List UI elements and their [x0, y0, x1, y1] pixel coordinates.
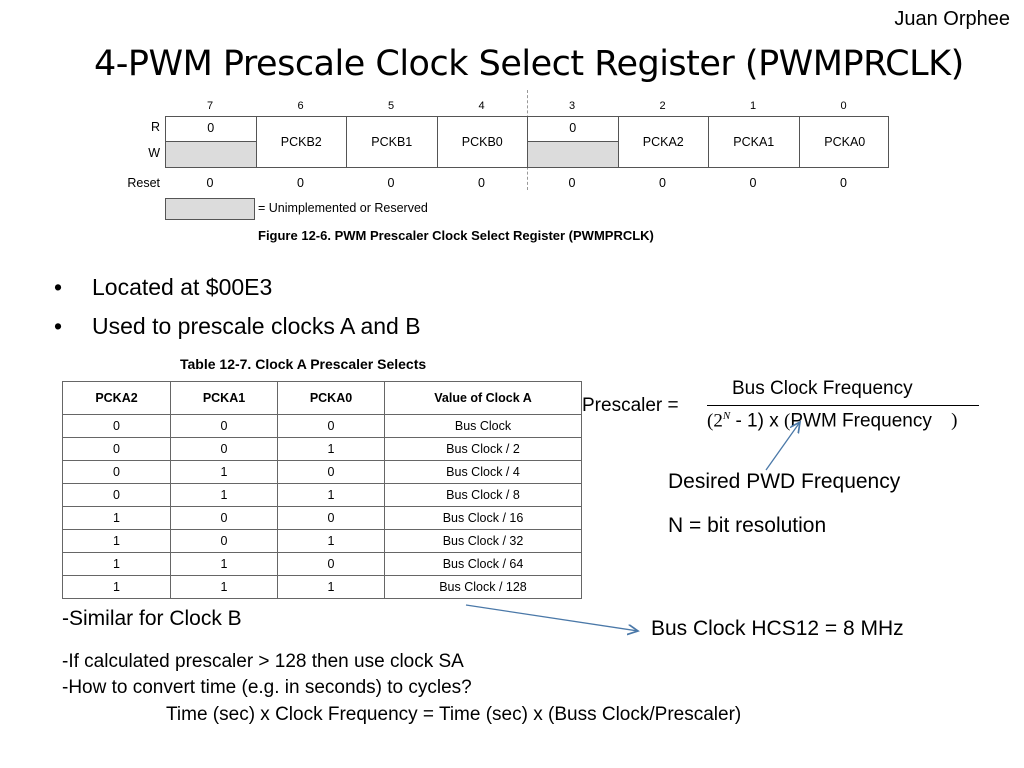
- bullet-item: • Located at $00E3: [54, 274, 421, 301]
- table-cell: Bus Clock / 8: [385, 484, 582, 507]
- table-cell: 1: [171, 553, 278, 576]
- table-cell: 1: [278, 438, 385, 461]
- bit-number: 3: [568, 100, 576, 112]
- note-line-2: -How to convert time (e.g. in seconds) to cycles?: [62, 677, 472, 698]
- table-cell: 1: [63, 553, 171, 576]
- formula-label: Prescaler =: [582, 395, 679, 416]
- table-cell: 0: [63, 438, 171, 461]
- table-cell: 0: [171, 530, 278, 553]
- bit-number: 1: [749, 100, 757, 112]
- note-line-1: -If calculated prescaler > 128 then use clock SA: [62, 651, 464, 672]
- bit-label: PCKA0: [824, 135, 866, 149]
- table-cell: 1: [171, 576, 278, 599]
- table-cell: 0: [278, 461, 385, 484]
- table-header: PCKA2: [63, 382, 171, 415]
- reset-value: 0: [749, 176, 757, 190]
- bullet-item: • Used to prescale clocks A and B: [54, 313, 421, 340]
- desired-frequency-note: Desired PWD Frequency: [668, 470, 901, 493]
- row-label-w: W: [148, 146, 160, 160]
- reset-value: 0: [478, 176, 485, 190]
- table-header: PCKA1: [171, 382, 278, 415]
- table-caption: Table 12-7. Clock A Prescaler Selects: [180, 356, 427, 372]
- similar-clock-b: -Similar for Clock B: [62, 607, 242, 630]
- table-cell: Bus Clock / 32: [385, 530, 582, 553]
- bit-read-value: 0: [207, 121, 215, 135]
- bit-number: 2: [659, 100, 666, 112]
- den-open-paren: (: [784, 410, 791, 432]
- table-cell: 0: [171, 438, 278, 461]
- formula-numerator: Bus Clock Frequency: [732, 378, 913, 399]
- bit-label: PCKB2: [280, 135, 322, 149]
- table-cell: Bus Clock / 16: [385, 507, 582, 530]
- reserved-legend-text: = Unimplemented or Reserved: [258, 201, 428, 215]
- reset-value: 0: [568, 176, 576, 190]
- bit-number: 5: [387, 100, 395, 112]
- reset-value: 0: [206, 176, 214, 190]
- row-label-reset: Reset: [127, 176, 160, 190]
- table-cell: 1: [63, 530, 171, 553]
- den-exponent: N: [722, 410, 731, 422]
- row-label-r: R: [150, 120, 160, 134]
- table-cell: 0: [278, 507, 385, 530]
- table-cell: 0: [171, 415, 278, 438]
- bit-label: PCKB1: [371, 135, 413, 149]
- table-cell: Bus Clock / 4: [385, 461, 582, 484]
- figure-caption: Figure 12-6. PWM Prescaler Clock Select Register (PWMPRCLK): [258, 228, 654, 243]
- table-cell: Bus Clock / 128: [385, 576, 582, 599]
- table-cell: 1: [171, 461, 278, 484]
- reset-value: 0: [297, 176, 304, 190]
- table-cell: 1: [63, 507, 171, 530]
- bit-number: 6: [297, 100, 304, 112]
- table-header: PCKA0: [278, 382, 385, 415]
- den-close-paren: ): [951, 410, 958, 432]
- author-name: Juan Orphee: [894, 8, 1010, 30]
- table-cell: 1: [63, 576, 171, 599]
- den-base: (2: [707, 410, 723, 432]
- bit-number: 0: [840, 100, 847, 112]
- den-pwm: PWM Frequency: [790, 410, 932, 432]
- table-cell: Bus Clock / 64: [385, 553, 582, 576]
- n-definition: N = bit resolution: [668, 514, 827, 537]
- reset-value: 0: [659, 176, 666, 190]
- table-cell: 0: [278, 553, 385, 576]
- reset-value: 0: [387, 176, 395, 190]
- table-cell: 1: [171, 484, 278, 507]
- slide-title: 4-PWM Prescale Clock Select Register (PWMPRCLK): [94, 44, 964, 84]
- table-cell: 0: [63, 461, 171, 484]
- table-cell: 0: [171, 507, 278, 530]
- bit-read-value: 0: [569, 121, 577, 135]
- note-line-3: Time (sec) x Clock Frequency = Time (sec) x (Buss Clock/Prescaler): [166, 704, 742, 725]
- arrow-busclock-to-note: [466, 605, 638, 631]
- table-cell: 0: [278, 415, 385, 438]
- table-cell: 1: [278, 484, 385, 507]
- bit-label: PCKB0: [461, 135, 503, 149]
- table-cell: 0: [63, 415, 171, 438]
- bit-label: PCKA2: [642, 135, 684, 149]
- reset-value: 0: [840, 176, 847, 190]
- table-cell: 1: [278, 576, 385, 599]
- table-cell: 0: [63, 484, 171, 507]
- bus-clock-note: Bus Clock HCS12 = 8 MHz: [651, 617, 904, 640]
- den-rest: - 1) x: [735, 410, 779, 432]
- table-cell: 1: [278, 530, 385, 553]
- bit-label: PCKA1: [733, 135, 775, 149]
- bit-number: 4: [478, 100, 485, 112]
- table-cell: Bus Clock: [385, 415, 582, 438]
- table-header: Value of Clock A: [385, 382, 582, 415]
- table-cell: Bus Clock / 2: [385, 438, 582, 461]
- bit-number: 7: [206, 100, 214, 112]
- arrow-desired-to-pwm: [766, 422, 800, 470]
